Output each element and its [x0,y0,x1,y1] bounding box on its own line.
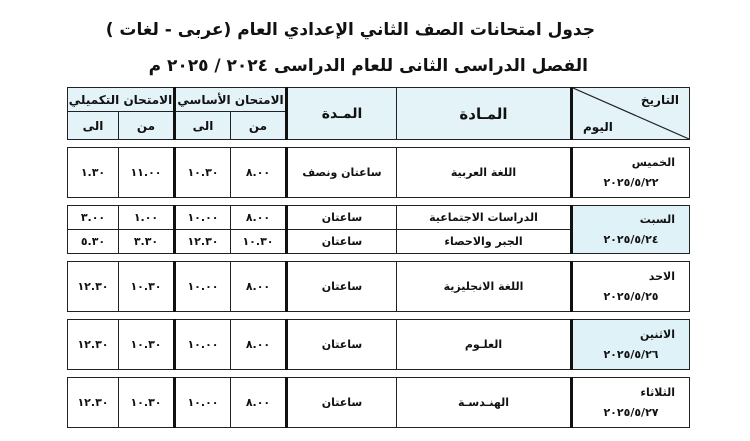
supp-to-cell: ٥.٣٠ [68,230,119,254]
supp-to-cell: ١٢.٣٠ [68,262,119,312]
date-cell: الخميس ٢٠٢٥/٥/٢٢ [572,148,690,198]
date-cell: الاثنين ٢٠٢٥/٥/٢٦ [572,320,690,370]
title-line-1: جدول امتحانات الصف الثاني الإعدادي العام (عربى - لغات ) [105,20,595,40]
basic-to-cell: ١٠.٠٠ [175,378,231,428]
basic-to-cell: ١٠.٣٠ [175,148,231,198]
supp-to-cell: ٣.٠٠ [68,206,119,230]
basic-from-cell: ٨.٠٠ [231,148,287,198]
subject-cell: الهنـدسـة [397,378,572,428]
table-row [68,206,690,230]
supp-to-header: الى [68,112,119,140]
duration-cell: ساعتان [287,262,397,312]
basic-from-cell: ٨.٠٠ [231,262,287,312]
basic-to-cell: ١٢.٣٠ [175,230,231,254]
subject-cell: اللغة العربية [397,148,572,198]
subject-cell: اللغة الانجليزية [397,262,572,312]
basic-from-cell: ٨.٠٠ [231,378,287,428]
supp-from-cell: ١١.٠٠ [119,148,175,198]
basic-to-header: الى [175,112,231,140]
day-header: اليوم [583,120,613,134]
date-cell: الاحد ٢٠٢٥/٥/٢٥ [572,262,690,312]
table-row [68,262,690,312]
duration-cell: ساعتان [287,206,397,230]
duration-cell: ساعتان [287,320,397,370]
table-row [68,148,690,198]
basic-to-cell: ١٠.٠٠ [175,206,231,230]
date-cell: السبت ٢٠٢٥/٥/٢٤ [572,206,690,254]
supp-from-cell: ١.٠٠ [119,206,175,230]
subject-cell: الدراسات الاجتماعية [397,206,572,230]
supp-from-cell: ١٠.٣٠ [119,262,175,312]
exam-schedule-table [67,87,690,428]
supp-to-cell: ١٢.٣٠ [68,378,119,428]
subject-cell: العلـوم [397,320,572,370]
date-cell: الثلاثاء ٢٠٢٥/٥/٢٧ [572,378,690,428]
supp-from-header: من [119,112,175,140]
date-day-header [572,88,690,140]
title-line-2: الفصل الدراسى الثانى للعام الدراسى ٢٠٢٤ / ٢٠٢٥ م [148,56,588,76]
duration-header: المـدة [287,88,397,140]
supp-from-cell: ١٠.٣٠ [119,378,175,428]
table-row [68,320,690,370]
subject-cell: الجبر والاحصاء [397,230,572,254]
supp-from-cell: ١٠.٣٠ [119,320,175,370]
table-row [68,378,690,428]
duration-cell: ساعتان ونصف [287,148,397,198]
basic-to-cell: ١٠.٠٠ [175,320,231,370]
basic-exam-header: الامتحان الأساسي [175,88,287,112]
duration-cell: ساعتان [287,230,397,254]
basic-from-cell: ٨.٠٠ [231,320,287,370]
subject-header: المـادة [397,88,572,140]
basic-from-cell: ٨.٠٠ [231,206,287,230]
supp-to-cell: ١٢.٣٠ [68,320,119,370]
duration-cell: ساعتان [287,378,397,428]
basic-to-cell: ١٠.٠٠ [175,262,231,312]
supp-exam-header: الامتحان التكميلي [68,88,175,112]
basic-from-header: من [231,112,287,140]
supp-from-cell: ٣.٣٠ [119,230,175,254]
basic-from-cell: ١٠.٣٠ [231,230,287,254]
date-header: التاريخ [640,93,679,107]
supp-to-cell: ١.٣٠ [68,148,119,198]
